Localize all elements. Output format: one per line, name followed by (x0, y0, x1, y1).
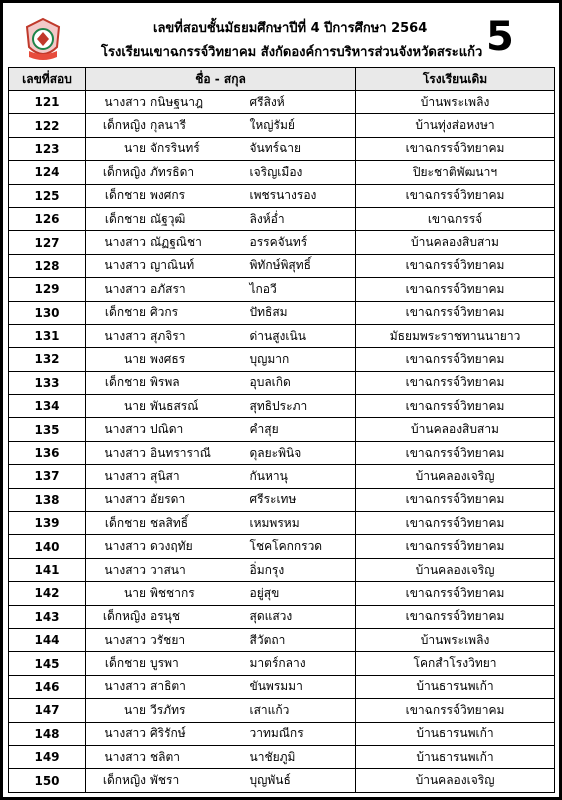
first-name: ชลิตา (150, 749, 181, 764)
name-prefix: นางสาว (104, 539, 146, 554)
seat-number: 144 (9, 628, 86, 651)
last-name: อยู่สุข (246, 582, 356, 605)
table-row (9, 348, 555, 371)
first-name: บูรพา (150, 656, 179, 671)
first-name: ศิริรักษ์ (150, 726, 186, 741)
last-name: อรรคจันทร์ (246, 231, 356, 254)
first-name: อินทราราณี (150, 445, 211, 460)
seat-number: 127 (9, 231, 86, 254)
seat-number: 135 (9, 418, 86, 441)
seat-number: 132 (9, 348, 86, 371)
column-header-name: ชื่อ - สกุล (86, 68, 356, 91)
seat-number: 136 (9, 441, 86, 464)
document-header (3, 3, 559, 65)
name-prefix: เด็กหญิง (102, 118, 146, 133)
last-name: บุญมาก (246, 348, 356, 371)
first-name: พิรพล (150, 375, 180, 390)
name-prefix: นาย (124, 702, 146, 717)
student-name-cell (86, 699, 246, 722)
seat-number: 121 (9, 91, 86, 114)
previous-school: เขาฉกรรจ์วิทยาคม (356, 278, 555, 301)
name-prefix: เด็กชาย (104, 656, 146, 671)
table-row (9, 465, 555, 488)
seat-number: 123 (9, 137, 86, 160)
name-prefix: นางสาว (104, 328, 146, 343)
table-row (9, 371, 555, 394)
last-name: สุดแสวง (246, 605, 356, 628)
student-name-cell (86, 558, 246, 581)
last-name: ศรีระเทษ (246, 488, 356, 511)
seat-number: 149 (9, 745, 86, 768)
student-name-cell (86, 114, 246, 137)
seat-number: 141 (9, 558, 86, 581)
previous-school: บ้านพระเพลิง (356, 628, 555, 651)
table-row (9, 161, 555, 184)
name-prefix: นางสาว (104, 281, 146, 296)
last-name: คำสุย (246, 418, 356, 441)
column-header-seat-number: เลขที่สอบ (9, 68, 86, 91)
first-name: ปณิดา (150, 422, 184, 437)
seat-number: 129 (9, 278, 86, 301)
name-prefix: นาย (124, 351, 146, 366)
student-name-cell (86, 722, 246, 745)
previous-school: เขาฉกรรจ์วิทยาคม (356, 512, 555, 535)
student-name-cell (86, 301, 246, 324)
seat-number: 139 (9, 512, 86, 535)
seat-number: 137 (9, 465, 86, 488)
school-name: โรงเรียนเขาฉกรรจ์วิทยาคม สังกัดองค์การบริหารส่วนจังหวัดสระแก้ว (101, 45, 483, 60)
previous-school: เขาฉกรรจ์วิทยาคม (356, 582, 555, 605)
first-name: ณัฐวุฒิ (150, 211, 186, 226)
student-name-cell (86, 371, 246, 394)
previous-school: บ้านคลองเจริญ (356, 558, 555, 581)
student-name-cell (86, 605, 246, 628)
seat-number: 134 (9, 395, 86, 418)
table-row (9, 652, 555, 675)
seat-number: 130 (9, 301, 86, 324)
name-prefix: เด็กหญิง (102, 609, 146, 624)
table-row (9, 207, 555, 230)
student-name-cell (86, 91, 246, 114)
student-name-cell (86, 324, 246, 347)
name-prefix: เด็กชาย (104, 305, 146, 320)
table-row (9, 769, 555, 792)
student-name-cell (86, 348, 246, 371)
table-row (9, 91, 555, 114)
previous-school: เขาฉกรรจ์วิทยาคม (356, 699, 555, 722)
name-prefix: เด็กชาย (104, 375, 146, 390)
name-prefix: นางสาว (104, 562, 146, 577)
last-name: วาทมณีกร (246, 722, 356, 745)
table-row (9, 231, 555, 254)
last-name: ใหญ่รัมย์ (246, 114, 356, 137)
table-row (9, 418, 555, 441)
table-row (9, 512, 555, 535)
table-row (9, 324, 555, 347)
name-prefix: นางสาว (104, 468, 146, 483)
last-name: ด่านสูงเนิน (246, 324, 356, 347)
last-name: โชคโคกกรวด (246, 535, 356, 558)
last-name: ปัทธิสม (246, 301, 356, 324)
first-name: พัชรา (150, 773, 180, 788)
last-name: ขันพรมมา (246, 675, 356, 698)
previous-school: เขาฉกรรจ์วิทยาคม (356, 441, 555, 464)
table-body (9, 91, 555, 793)
student-name-cell (86, 441, 246, 464)
table-row (9, 605, 555, 628)
previous-school: ปิยะชาติพัฒนาฯ (356, 161, 555, 184)
previous-school: เขาฉกรรจ์วิทยาคม (356, 371, 555, 394)
table-row (9, 441, 555, 464)
seat-number: 133 (9, 371, 86, 394)
previous-school: เขาฉกรรจ์วิทยาคม (356, 395, 555, 418)
seat-number: 122 (9, 114, 86, 137)
table-row (9, 558, 555, 581)
previous-school: บ้านธารนพเก้า (356, 745, 555, 768)
first-name: อัยรดา (150, 492, 186, 507)
last-name: บุญพันธ์ (246, 769, 356, 792)
school-logo-icon (23, 17, 63, 63)
first-name: พิชชากร (150, 585, 195, 600)
first-name: ชลสิทธิ์ (150, 515, 189, 530)
student-name-cell (86, 137, 246, 160)
student-name-cell (86, 395, 246, 418)
first-name: ญาณินท์ (150, 258, 195, 273)
seat-number: 143 (9, 605, 86, 628)
student-name-cell (86, 628, 246, 651)
name-prefix: เด็กชาย (104, 211, 146, 226)
first-name: สุภจิรา (150, 328, 186, 343)
student-name-cell (86, 278, 246, 301)
seat-number: 146 (9, 675, 86, 698)
table-header-row (9, 68, 555, 91)
first-name: ณัฏฐณิชา (150, 235, 202, 250)
previous-school: เขาฉกรรจ์วิทยาคม (356, 348, 555, 371)
name-prefix: นางสาว (104, 492, 146, 507)
table-row (9, 301, 555, 324)
seat-number: 125 (9, 184, 86, 207)
seat-number: 147 (9, 699, 86, 722)
last-name: สุทธิประภา (246, 395, 356, 418)
student-name-cell (86, 465, 246, 488)
student-name-cell (86, 161, 246, 184)
seat-number: 126 (9, 207, 86, 230)
name-prefix: นาย (124, 398, 146, 413)
last-name: พิทักษ์พิสุทธิ์ (246, 254, 356, 277)
student-name-cell (86, 769, 246, 792)
seat-number: 140 (9, 535, 86, 558)
seat-number: 128 (9, 254, 86, 277)
first-name: ศิวกร (150, 305, 179, 320)
table-row (9, 254, 555, 277)
table-row (9, 488, 555, 511)
student-name-cell (86, 652, 246, 675)
seat-number: 142 (9, 582, 86, 605)
last-name: นาชัยภูมิ (246, 745, 356, 768)
student-name-cell (86, 418, 246, 441)
student-name-cell (86, 675, 246, 698)
table-row (9, 628, 555, 651)
last-name: เสาแก้ว (246, 699, 356, 722)
first-name: พงศธร (150, 351, 186, 366)
last-name: อุบลเกิด (246, 371, 356, 394)
previous-school: เขาฉกรรจ์วิทยาคม (356, 488, 555, 511)
seat-number: 150 (9, 769, 86, 792)
last-name: อิ่มกรุง (246, 558, 356, 581)
name-prefix: นางสาว (104, 445, 146, 460)
first-name: สาธิตา (150, 679, 186, 694)
previous-school: โคกสำโรงวิทยา (356, 652, 555, 675)
document-title: เลขที่สอบชั้นมัธยมศึกษาปีที่ 4 ปีการศึกษา 2564 (153, 21, 428, 36)
first-name: จักรรินทร์ (150, 141, 200, 156)
exam-seat-table (8, 67, 555, 793)
page-number: 5 (486, 14, 514, 60)
last-name: ดุลยะพินิจ (246, 441, 356, 464)
last-name: จันทร์ฉาย (246, 137, 356, 160)
first-name: ภัทรธิดา (150, 164, 195, 179)
name-prefix: นางสาว (104, 679, 146, 694)
previous-school: เขาฉกรรจ์วิทยาคม (356, 605, 555, 628)
name-prefix: เด็กหญิง (102, 164, 146, 179)
student-name-cell (86, 535, 246, 558)
first-name: พงศกร (150, 188, 186, 203)
first-name: วีรภัทร (150, 702, 186, 717)
student-name-cell (86, 254, 246, 277)
student-name-cell (86, 512, 246, 535)
first-name: สุนิสา (150, 468, 180, 483)
first-name: ดวงฤทัย (150, 539, 193, 554)
first-name: กนิษฐนาฎ (150, 94, 203, 109)
last-name: กันหานุ (246, 465, 356, 488)
student-name-cell (86, 745, 246, 768)
table-row (9, 722, 555, 745)
table-row (9, 395, 555, 418)
name-prefix: นางสาว (104, 632, 146, 647)
first-name: วาสนา (150, 562, 186, 577)
first-name: พันธสรณ์ (150, 398, 199, 413)
name-prefix: นาย (124, 141, 146, 156)
name-prefix: เด็กชาย (104, 515, 146, 530)
name-prefix: นางสาว (104, 422, 146, 437)
previous-school: เขาฉกรรจ์ (356, 207, 555, 230)
table-row (9, 114, 555, 137)
student-name-cell (86, 582, 246, 605)
last-name: เหมพรหม (246, 512, 356, 535)
previous-school: บ้านคลองสิบสาม (356, 418, 555, 441)
table-row (9, 745, 555, 768)
student-name-cell (86, 207, 246, 230)
previous-school: เขาฉกรรจ์วิทยาคม (356, 301, 555, 324)
last-name: เจริญเมือง (246, 161, 356, 184)
name-prefix: เด็กหญิง (102, 773, 146, 788)
previous-school: เขาฉกรรจ์วิทยาคม (356, 137, 555, 160)
student-name-cell (86, 184, 246, 207)
first-name: กุลนารี (150, 118, 187, 133)
seat-number: 124 (9, 161, 86, 184)
name-prefix: นางสาว (104, 258, 146, 273)
first-name: อรนุช (150, 609, 180, 624)
last-name: สีวัตถา (246, 628, 356, 651)
table-row (9, 137, 555, 160)
table-row (9, 184, 555, 207)
first-name: วรัชยา (150, 632, 186, 647)
table-row (9, 278, 555, 301)
column-header-previous-school: โรงเรียนเดิม (356, 68, 555, 91)
seat-number: 145 (9, 652, 86, 675)
previous-school: เขาฉกรรจ์วิทยาคม (356, 184, 555, 207)
previous-school: เขาฉกรรจ์วิทยาคม (356, 535, 555, 558)
last-name: เพชรนางรอง (246, 184, 356, 207)
previous-school: บ้านคลองสิบสาม (356, 231, 555, 254)
seat-number: 138 (9, 488, 86, 511)
previous-school: บ้านคลองเจริญ (356, 465, 555, 488)
last-name: ศรีสิงห์ (246, 91, 356, 114)
previous-school: บ้านธารนพเก้า (356, 722, 555, 745)
name-prefix: เด็กชาย (104, 188, 146, 203)
student-name-cell (86, 231, 246, 254)
table-row (9, 535, 555, 558)
seat-number: 148 (9, 722, 86, 745)
previous-school: เขาฉกรรจ์วิทยาคม (356, 254, 555, 277)
name-prefix: นางสาว (104, 235, 146, 250)
last-name: มาตร์กลาง (246, 652, 356, 675)
last-name: ลิงห์อ่ำ (246, 207, 356, 230)
name-prefix: นางสาว (104, 94, 146, 109)
name-prefix: นาย (124, 585, 146, 600)
previous-school: มัธยมพระราชทานนายาว (356, 324, 555, 347)
last-name: ไกอวี (246, 278, 356, 301)
previous-school: บ้านธารนพเก้า (356, 675, 555, 698)
previous-school: บ้านทุ่งส่อหงษา (356, 114, 555, 137)
previous-school: บ้านพระเพลิง (356, 91, 555, 114)
table-row (9, 582, 555, 605)
table-row (9, 699, 555, 722)
table-row (9, 675, 555, 698)
student-name-cell (86, 488, 246, 511)
previous-school: บ้านคลองเจริญ (356, 769, 555, 792)
name-prefix: นางสาว (104, 749, 146, 764)
name-prefix: นางสาว (104, 726, 146, 741)
first-name: อภัสรา (150, 281, 186, 296)
seat-number: 131 (9, 324, 86, 347)
